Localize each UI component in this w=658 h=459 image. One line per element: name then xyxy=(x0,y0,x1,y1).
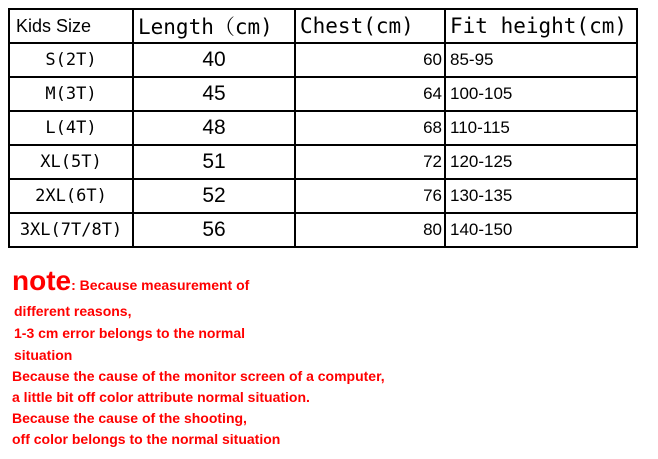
table-row xyxy=(9,179,637,213)
note-first-line xyxy=(12,266,249,300)
note-text-line: situation xyxy=(14,347,73,363)
cell-size: M(3T) xyxy=(9,77,133,111)
disclaimer-line: off color belongs to the normal situation xyxy=(12,431,281,447)
disclaimer-line: Because the cause of the monitor screen of a computer, xyxy=(12,368,385,384)
note-text-line: Because measurement of xyxy=(79,277,250,293)
table-row xyxy=(9,77,637,111)
table-row xyxy=(9,43,637,77)
color-disclaimer xyxy=(12,366,385,450)
header-chest: Chest(cm) xyxy=(295,9,445,43)
cell-chest: 64 xyxy=(295,77,445,111)
cell-length: 52 xyxy=(133,179,295,213)
cell-size: S(2T) xyxy=(9,43,133,77)
header-length: Length（cm) xyxy=(133,9,295,43)
table-row xyxy=(9,111,637,145)
cell-chest: 76 xyxy=(295,179,445,213)
cell-fit-height: 130-135 xyxy=(445,179,637,213)
cell-fit-height: 85-95 xyxy=(445,43,637,77)
table-row xyxy=(9,213,637,247)
cell-length: 48 xyxy=(133,111,295,145)
note-text-line: different reasons, xyxy=(14,303,132,319)
cell-fit-height: 100-105 xyxy=(445,77,637,111)
cell-chest: 68 xyxy=(295,111,445,145)
cell-size: L(4T) xyxy=(9,111,133,145)
cell-length: 40 xyxy=(133,43,295,77)
cell-chest: 72 xyxy=(295,145,445,179)
table-row xyxy=(9,145,637,179)
cell-length: 45 xyxy=(133,77,295,111)
cell-chest: 80 xyxy=(295,213,445,247)
note-heading: note xyxy=(12,265,72,296)
header-fit-height: Fit height(cm) xyxy=(445,9,637,43)
cell-fit-height: 140-150 xyxy=(445,213,637,247)
cell-size: 2XL(6T) xyxy=(9,179,133,213)
disclaimer-line: Because the cause of the shooting, xyxy=(12,410,247,426)
cell-length: 51 xyxy=(133,145,295,179)
cell-fit-height: 110-115 xyxy=(445,111,637,145)
note-text-line: 1-3 cm error belongs to the normal xyxy=(14,325,246,341)
note-section xyxy=(12,266,249,366)
cell-size: 3XL(7T/8T) xyxy=(9,213,133,247)
note-colon: : xyxy=(71,277,76,293)
cell-length: 56 xyxy=(133,213,295,247)
size-chart-table xyxy=(8,8,638,248)
disclaimer-line: a little bit off color attribute normal situation. xyxy=(12,389,310,405)
table-header-row xyxy=(9,9,637,43)
cell-size: XL(5T) xyxy=(9,145,133,179)
cell-fit-height: 120-125 xyxy=(445,145,637,179)
header-kids-size: Kids Size xyxy=(9,9,133,43)
cell-chest: 60 xyxy=(295,43,445,77)
